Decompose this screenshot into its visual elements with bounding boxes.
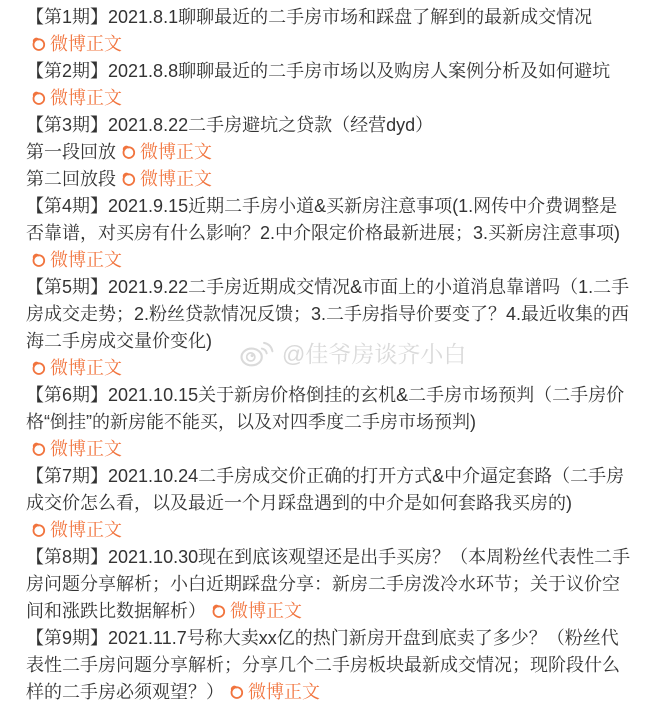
- weibo-link-label: 微博正文: [50, 439, 122, 459]
- text-block: [26, 58, 633, 85]
- weibo-link-label: 微博正文: [50, 520, 122, 540]
- weibo-post-link[interactable]: [26, 439, 122, 459]
- weibo-article-link-icon: [120, 170, 137, 187]
- watermark-text: @佳爷房谈齐小白: [282, 341, 467, 367]
- weibo-link-label: 微博正文: [50, 250, 122, 270]
- block-text: 第一段回放: [26, 142, 116, 162]
- text-block: [26, 274, 633, 355]
- text-block: [26, 85, 633, 112]
- text-block: [26, 625, 633, 706]
- weibo-article-link-icon: [120, 143, 137, 160]
- weibo-post-link[interactable]: [26, 34, 122, 54]
- weibo-post-link[interactable]: [26, 88, 122, 108]
- weibo-article-link-icon: [30, 35, 47, 52]
- text-block: [26, 112, 633, 139]
- text-block: [26, 4, 633, 31]
- weibo-article-link-icon: [30, 440, 47, 457]
- text-block: [26, 355, 633, 382]
- weibo-link-label: 微博正文: [140, 142, 212, 162]
- weibo-article-link-icon: [228, 683, 245, 700]
- weibo-post-link[interactable]: [26, 250, 122, 270]
- weibo-link-label: 微博正文: [140, 169, 212, 189]
- weibo-article-link-icon: [30, 89, 47, 106]
- weibo-post-link[interactable]: [26, 358, 122, 378]
- text-block: [26, 166, 633, 193]
- text-block: [26, 463, 633, 517]
- text-block: [26, 517, 633, 544]
- weibo-post-link[interactable]: [116, 142, 212, 162]
- weibo-link-label: 微博正文: [50, 34, 122, 54]
- text-block: [26, 382, 633, 436]
- weibo-link-label: 微博正文: [50, 88, 122, 108]
- weibo-article-link-icon: [30, 251, 47, 268]
- weibo-post-link[interactable]: [224, 682, 320, 702]
- text-block: [26, 436, 633, 463]
- block-text: 第二回放段: [26, 169, 116, 189]
- text-block: [26, 247, 633, 274]
- block-text: 【第4期】2021.9.15近期二手房小道&买新房注意事项(1.网传中介费调整是否靠谱，对买房有什么影响？2.中介限定价格最新进展；3.买新房注意事项): [26, 196, 621, 243]
- weibo-link-label: 微博正文: [230, 601, 302, 621]
- block-text: 【第3期】2021.8.22二手房避坑之贷款（经营dyd）: [26, 115, 434, 135]
- block-text: 【第7期】2021.10.24二手房成交价正确的打开方式&中介逼定套路（二手房成交价怎么看，以及最近一个月踩盘遇到的中介是如何套路我买房的): [26, 466, 625, 513]
- weibo-link-label: 微博正文: [248, 682, 320, 702]
- block-text: 【第5期】2021.9.22二手房近期成交情况&市面上的小道消息靠谱吗（1.二手房成交走势；2.粉丝贷款情况反馈；3.二手房指导价要变了？4.最近收集的西海二手房成交量价变化): [26, 277, 630, 351]
- weibo-article-link-icon: [30, 359, 47, 376]
- weibo-article-link-icon: [30, 521, 47, 538]
- block-text: 【第6期】2021.10.15关于新房价格倒挂的玄机&二手房市场预判（二手房价格“倒挂”的新房能不能买，以及对四季度二手房市场预判): [26, 385, 625, 432]
- block-text: 【第1期】2021.8.1聊聊最近的二手房市场和踩盘了解到的最新成交情况: [26, 7, 593, 27]
- weibo-link-label: 微博正文: [50, 358, 122, 378]
- weibo-post-link[interactable]: [26, 520, 122, 540]
- text-block: [26, 193, 633, 247]
- block-text: 【第2期】2021.8.8聊聊最近的二手房市场以及购房人案例分析及如何避坑: [26, 61, 611, 81]
- text-block: [26, 139, 633, 166]
- block-text: 【第9期】2021.11.7号称大卖xx亿的热门新房开盘到底卖了多少？（粉丝代表性二手房问题分享解析；分享几个二手房板块最新成交情况；现阶段什么样的二手房必须观望？）: [26, 628, 620, 702]
- weibo-article-link-icon: [210, 602, 227, 619]
- block-text: 【第8期】2021.10.30现在到底该观望还是出手买房？（本周粉丝代表性二手房问题分享解析；小白近期踩盘分享：新房二手房泼冷水环节；关于议价空间和涨跌比数据解析）: [26, 547, 631, 621]
- text-block: [26, 544, 633, 625]
- text-block: [26, 31, 633, 58]
- weibo-post-link[interactable]: [116, 169, 212, 189]
- weibo-post-link[interactable]: [206, 601, 302, 621]
